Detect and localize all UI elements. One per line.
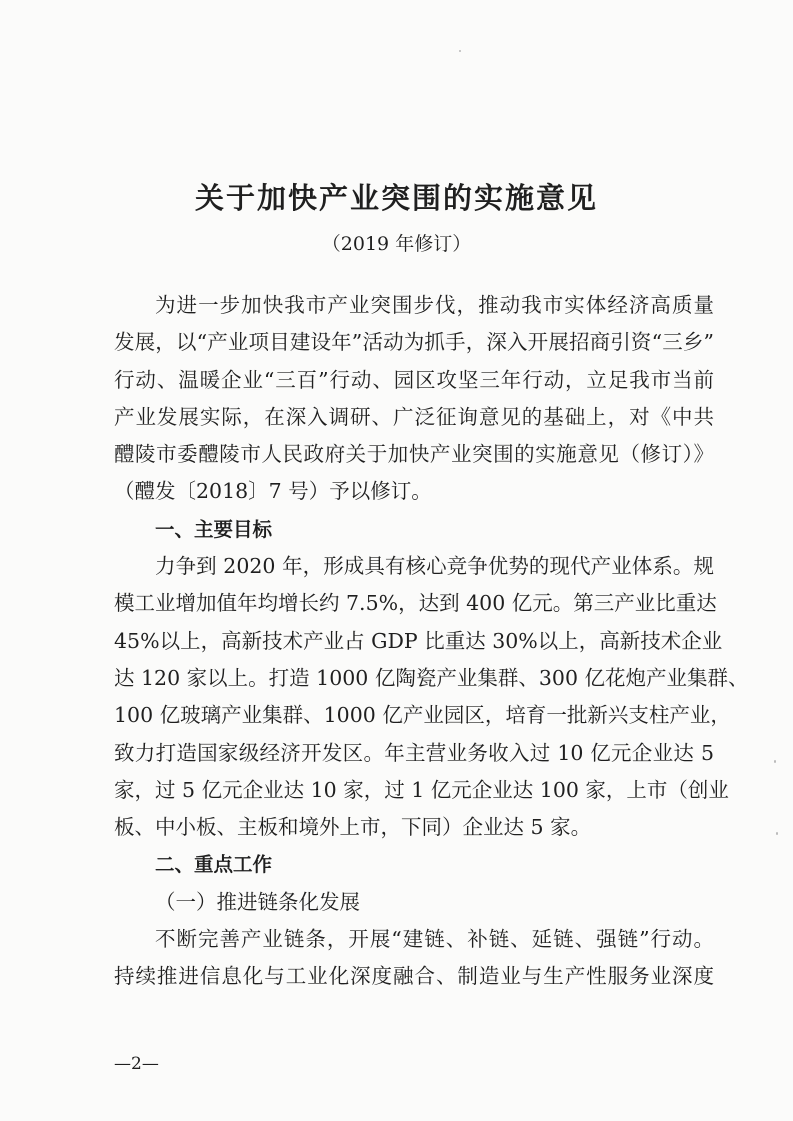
document-body [114,287,749,996]
document-title: 关于加快产业突围的实施意见 [194,181,598,215]
paragraph-line: 模工业增加值年均增长约 7.5%，达到 400 亿元。第三产业比重达 [114,591,717,616]
paragraph-line: 达 120 家以上。打造 1000 亿陶瓷产业集群、300 亿花炮产业集群、 [114,665,749,690]
paragraph-line: 家，过 5 亿元企业达 10 家，过 1 亿元企业达 100 家，上市（创业 [114,777,729,802]
section-heading: 二、重点工作 [155,853,273,877]
paragraph-line: （醴发〔2018〕7 号）予以修订。 [114,479,432,504]
paragraph-line: 产业发展实际，在深入调研、广泛征询意见的基础上，对《中共 [114,404,714,429]
paragraph-line: 行动、温暖企业“三百”行动、园区攻坚三年行动，立足我市当前 [114,367,714,392]
section-heading: 一、主要目标 [155,517,273,541]
paragraph-line: 板、中小板、主板和境外上市，下同）企业达 5 家。 [114,815,592,840]
document-subtitle: （2019 年修订） [321,233,472,255]
paragraph-line: 醴陵市委醴陵市人民政府关于加快产业突围的实施意见（修订）》 [114,442,714,467]
paragraph-line: 持续推进信息化与工业化深度融合、制造业与生产性服务业深度 [114,964,714,989]
paragraph-line: 力争到 2020 年，形成具有核心竞争优势的现代产业体系。规 [155,554,714,579]
page-number: —2— [114,1054,159,1074]
paragraph-line: 致力打造国家级经济开发区。年主营业务收入过 10 亿元企业达 5 [114,740,714,765]
paragraph-line: 不断完善产业链条，开展“建链、补链、延链、强链”行动。 [155,927,714,952]
paragraph-line: 为进一步加快我市产业突围步伐，推动我市实体经济高质量 [155,293,714,317]
scan-speck [459,50,461,52]
scan-speck [774,760,776,763]
paragraph-line: （一）推进链条化发展 [155,889,360,914]
scan-speck [776,832,778,835]
paragraph-line: 45%以上，高新技术产业占 GDP 比重达 30%以上，高新技术企业 [114,628,723,653]
paragraph-line: 发展，以“产业项目建设年”活动为抓手，深入开展招商引资“三乡” [114,330,714,355]
paragraph-line: 100 亿玻璃产业集群、1000 亿产业园区，培育一批新兴支柱产业， [114,703,731,728]
